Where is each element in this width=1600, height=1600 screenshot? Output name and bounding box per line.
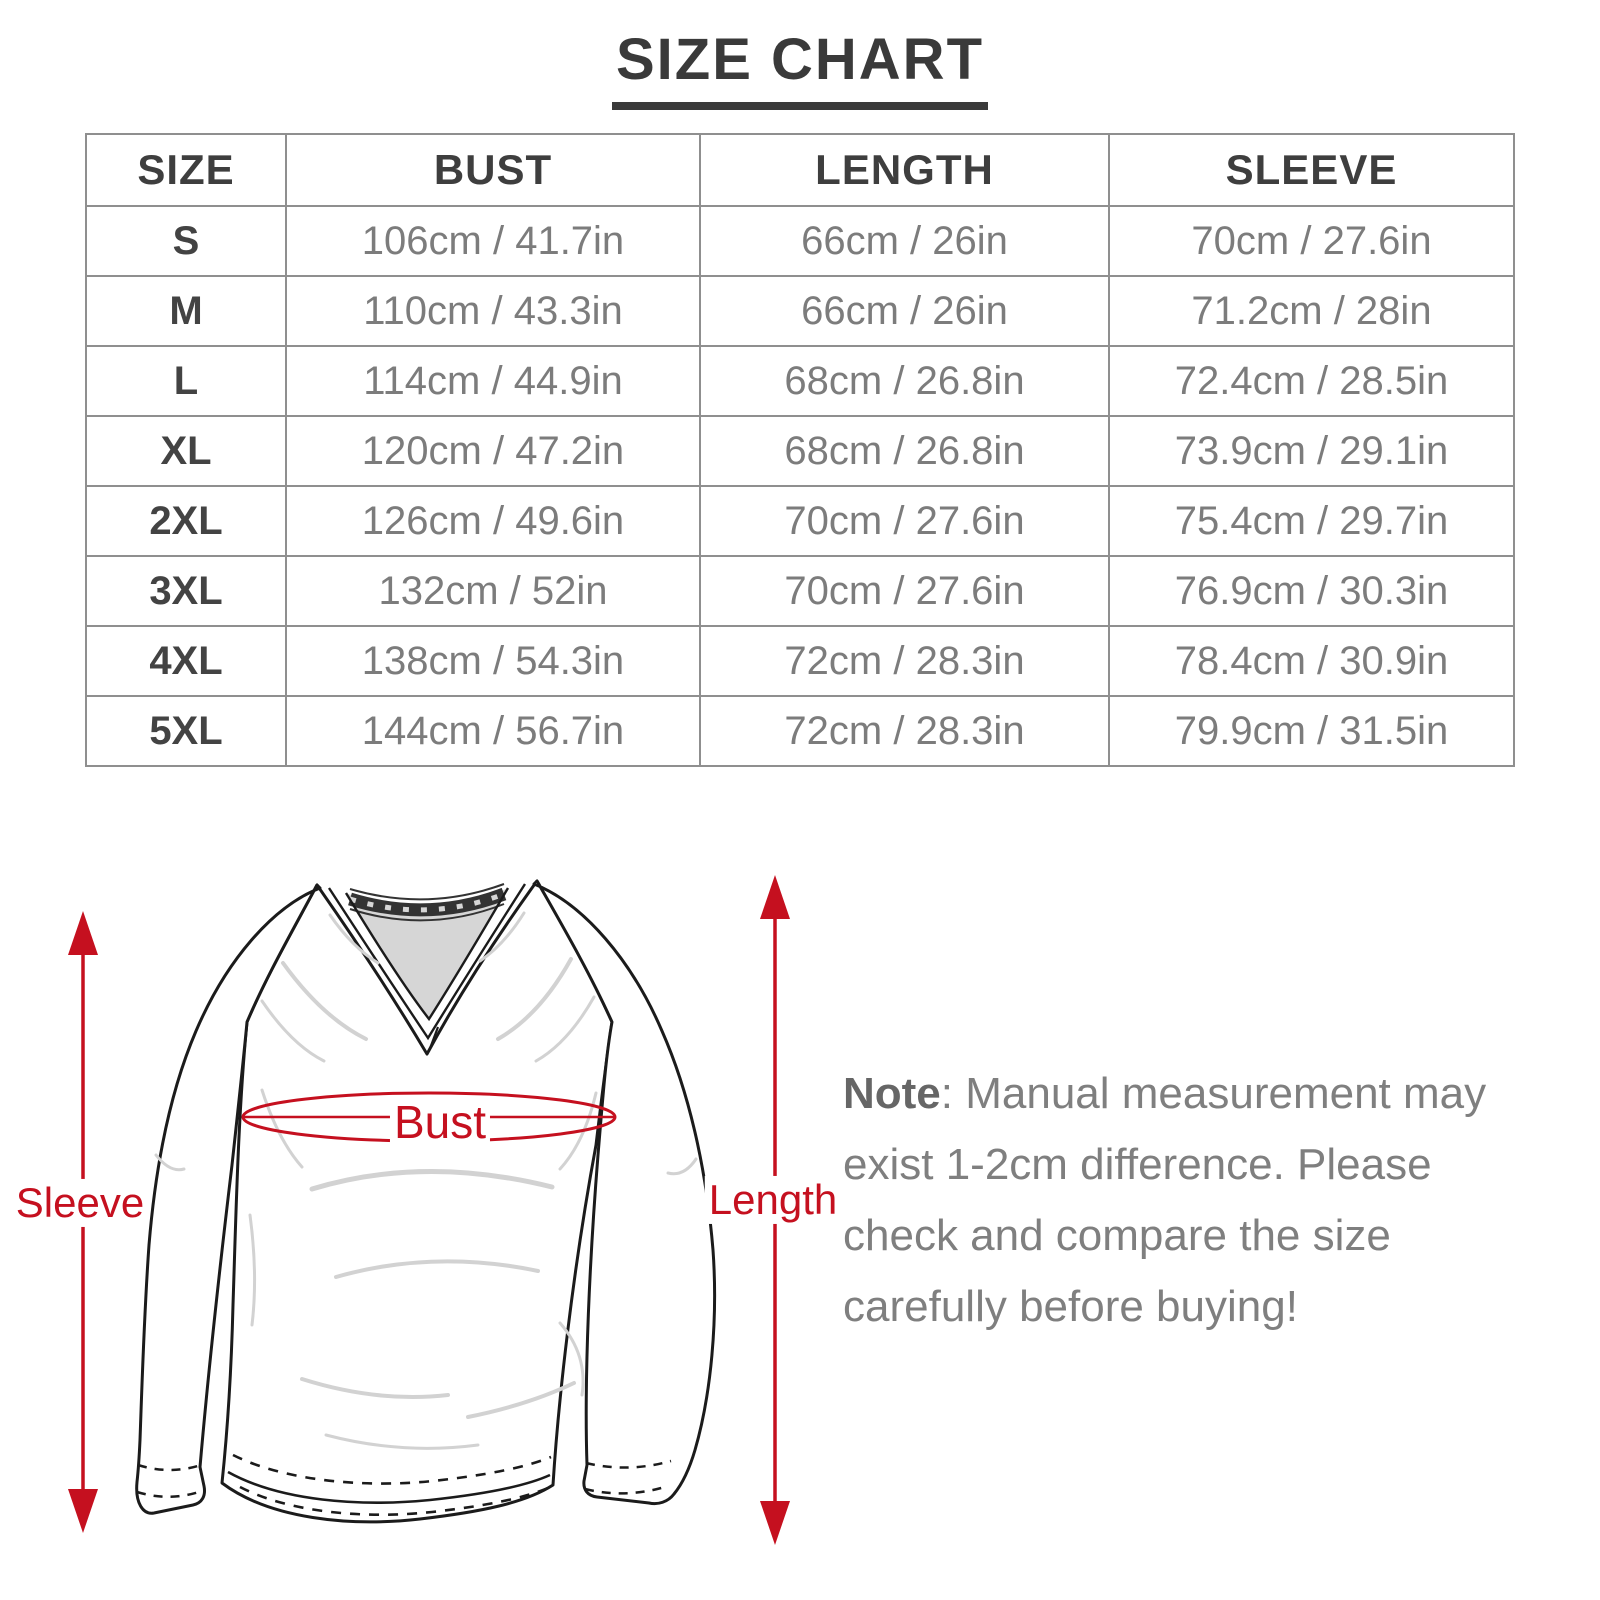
bust-cell: 120cm / 47.2in (286, 416, 700, 486)
table-row (86, 206, 1514, 276)
size-table (85, 133, 1515, 767)
size-cell: 5XL (86, 696, 286, 766)
note-line-4: carefully before buying! (843, 1282, 1298, 1331)
note-line-3: check and compare the size (843, 1211, 1391, 1260)
size-cell: 2XL (86, 486, 286, 556)
bust-cell: 114cm / 44.9in (286, 346, 700, 416)
size-cell: S (86, 206, 286, 276)
note-line-2: exist 1-2cm difference. Please (843, 1140, 1432, 1189)
length-cell: 72cm / 28.3in (700, 696, 1109, 766)
note-label: Note (843, 1069, 941, 1118)
table-row (86, 416, 1514, 486)
sleeve-cell: 75.4cm / 29.7in (1109, 486, 1514, 556)
size-table-body (86, 206, 1514, 766)
sleeve-measure-label: Sleeve (12, 1179, 148, 1227)
note-line-1: Note: Manual measurement may (843, 1069, 1487, 1118)
table-row (86, 556, 1514, 626)
sleeve-cell: 76.9cm / 30.3in (1109, 556, 1514, 626)
table-row (86, 276, 1514, 346)
col-header-bust: BUST (286, 134, 700, 206)
length-cell: 68cm / 26.8in (700, 346, 1109, 416)
size-cell: 3XL (86, 556, 286, 626)
sleeve-cell: 73.9cm / 29.1in (1109, 416, 1514, 486)
length-cell: 66cm / 26in (700, 206, 1109, 276)
page-title: SIZE CHART (612, 28, 988, 110)
sleeve-cell: 70cm / 27.6in (1109, 206, 1514, 276)
note-text (843, 1058, 1543, 1342)
sleeve-cell: 78.4cm / 30.9in (1109, 626, 1514, 696)
size-table-header (86, 134, 1514, 206)
bust-cell: 132cm / 52in (286, 556, 700, 626)
length-cell: 68cm / 26.8in (700, 416, 1109, 486)
shirt-diagram (0, 855, 810, 1600)
size-cell: 4XL (86, 626, 286, 696)
sleeve-cell: 71.2cm / 28in (1109, 276, 1514, 346)
sleeve-cell: 79.9cm / 31.5in (1109, 696, 1514, 766)
collar-tape (350, 894, 504, 910)
col-header-length: LENGTH (700, 134, 1109, 206)
sleeve-cell: 72.4cm / 28.5in (1109, 346, 1514, 416)
length-cell: 70cm / 27.6in (700, 556, 1109, 626)
bust-cell: 144cm / 56.7in (286, 696, 700, 766)
col-header-size: SIZE (86, 134, 286, 206)
table-row (86, 626, 1514, 696)
bust-cell: 110cm / 43.3in (286, 276, 700, 346)
table-row (86, 346, 1514, 416)
bust-cell: 126cm / 49.6in (286, 486, 700, 556)
bust-measure-label: Bust (390, 1096, 490, 1148)
size-cell: XL (86, 416, 286, 486)
size-cell: L (86, 346, 286, 416)
col-header-sleeve: SLEEVE (1109, 134, 1514, 206)
page-title-wrap (0, 28, 1600, 110)
length-measure-label: Length (705, 1176, 841, 1224)
size-cell: M (86, 276, 286, 346)
length-cell: 72cm / 28.3in (700, 626, 1109, 696)
table-row (86, 486, 1514, 556)
length-cell: 66cm / 26in (700, 276, 1109, 346)
length-cell: 70cm / 27.6in (700, 486, 1109, 556)
table-row (86, 696, 1514, 766)
header-row (86, 134, 1514, 206)
bust-cell: 106cm / 41.7in (286, 206, 700, 276)
bust-cell: 138cm / 54.3in (286, 626, 700, 696)
